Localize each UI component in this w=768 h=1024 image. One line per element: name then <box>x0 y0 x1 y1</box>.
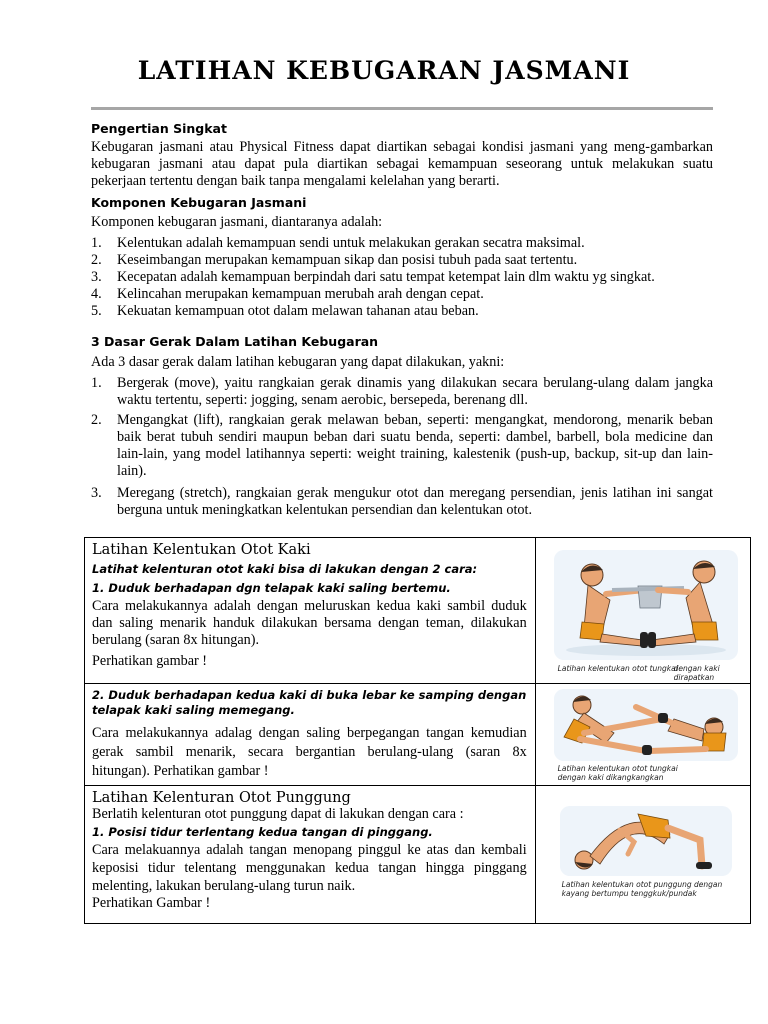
straddle-stretch-illustration <box>554 689 738 761</box>
table-cell-text <box>85 684 536 786</box>
dasar-intro: Ada 3 dasar gerak dalam latihan kebugaran yang dapat dilakukan, yakni: <box>91 354 505 370</box>
kaki-step-2-text: Cara melakukannya adalag dengan saling berpegangan tangan kemudian gerak sambil menarik, secara bergantian berulang-ulang (saran 8x hitungan). Perhatikan gambar ! <box>92 725 527 779</box>
list-item: 2. Mengangkat (lift), rangkaian gerak melawan beban, seperti: mengangkat, mendorong, menarik beban baik berat tubuh sendiri maupun beban dari suatu benda, seperti: dambel, barbell, bola medicine dan lain-lain, yang model latihannya seperti: weight training, kalestenik (push-up, backup, sit-up dan lain-lain). <box>91 412 713 479</box>
list-item: 1. Kelentukan adalah kemampuan sendi untuk melakukan gerakan secatra maksimal. <box>91 235 585 251</box>
kaki-step-1: 1. Duduk berhadapan dgn telapak kaki saling bertemu. <box>92 581 451 595</box>
dasar-heading: 3 Dasar Gerak Dalam Latihan Kebugaran <box>91 334 379 349</box>
table-cell-text <box>85 786 536 924</box>
title-divider <box>91 107 713 110</box>
table-row <box>85 538 751 684</box>
exercise-illustration-1 <box>554 550 732 660</box>
caption-kaki-2: Latihan kelentukan otot tungkai dengan kaki dikangkangkan <box>557 764 678 782</box>
table-cell-text <box>85 538 536 684</box>
punggung-heading: Latihan Kelenturan Otot Punggung <box>92 790 351 806</box>
caption-kaki-1b: dengan kaki dirapatkan <box>673 664 720 682</box>
list-item: 4. Kelincahan merupakan kemampuan merubah arah dengan cepat. <box>91 286 484 302</box>
table-cell-image <box>535 684 750 786</box>
punggung-step-1-text: Cara melakuannya adalah tangan menopang pinggul ke atas dan kembali keposisi tidur telentang menggunakan kedua tangan hingga pinggang melenting, lakukan berulang-ulang turun naik. <box>92 842 527 894</box>
list-item: 3. Kecepatan adalah kemampuan berpindah dari satu tempat ketempat lain dlm waktu yg singkat. <box>91 269 655 285</box>
list-item: 1. Bergerak (move), yaitu rangkaian gerak dinamis yang dilakukan secara berulang-ulang dalam jangka waktu tertentu, seperti: jogging, senam aerobic, bersepeda, berenang dll. <box>91 375 713 408</box>
list-item: 3. Meregang (stretch), rangkaian gerak mengukur otot dan meregang persendian, jenis latihan ini sangat berguna untuk meningkatkan kelentukan persendian dan kelentukan otot. <box>91 485 713 518</box>
komponen-list <box>91 235 713 320</box>
page-title: LATIHAN KEBUGARAN JASMANI <box>137 56 631 85</box>
punggung-intro: Berlatih kelenturan otot punggung dapat di lakukan dengan cara : <box>92 806 464 822</box>
table-row <box>85 684 751 786</box>
exercise-illustration-3 <box>560 806 726 876</box>
back-bridge-illustration <box>560 806 732 876</box>
dasar-list <box>91 375 713 519</box>
pengertian-heading: Pengertian Singkat <box>91 121 227 136</box>
seated-leg-stretch-illustration <box>554 550 738 660</box>
kaki-subheading: Latihat kelenturan otot kaki bisa di lakukan dengan 2 cara: <box>92 562 478 576</box>
list-item: 5. Kekuatan kemampuan otot dalam melawan tahanan atau beban. <box>91 303 479 319</box>
caption-punggung: Latihan kelentukan otot punggung dengan kayang bertumpu tenggkuk/pundak <box>561 880 723 898</box>
exercise-table <box>84 537 751 924</box>
table-cell-image <box>535 786 750 924</box>
table-cell-image <box>535 538 750 684</box>
kaki-step-1-text: Cara melakukannya adalah dengan meluruskan kedua kaki sambil duduk dan saling menarik handuk dilakukan bersama dengan teman, dilakukan berulang (saran 8x hitungan). <box>92 598 527 648</box>
komponen-intro: Komponen kebugaran jasmani, diantaranya adalah: <box>91 214 383 230</box>
caption-kaki-1a: Latihan kelentukan otot tungkai <box>557 664 678 673</box>
exercise-illustration-2 <box>554 689 732 761</box>
kaki-step-2: 2. Duduk berhadapan kedua kaki di buka lebar ke samping dengan telapak kaki saling memegang. <box>92 688 527 717</box>
list-item: 2. Keseimbangan merupakan kemampuan sikap dan posisi tubuh pada saat tertentu. <box>91 252 578 268</box>
table-row <box>85 786 751 924</box>
punggung-step-1-note: Perhatikan Gambar ! <box>92 895 211 911</box>
punggung-step-1: 1. Posisi tidur terlentang kedua tangan di pinggang. <box>92 825 433 839</box>
pengertian-text: Kebugaran jasmani atau Physical Fitness dapat diartikan sebagai kondisi jasmani yang meng-gambarkan kebugaran jasmani atau dapat pula diartikan sebagai kemampuan seseorang untuk melakukan suatu pekerjaan tertentu dengan baik tanpa mengalami kelelahan yang berarti. <box>91 139 713 189</box>
komponen-heading: Komponen Kebugaran Jasmani <box>91 195 307 210</box>
kaki-heading: Latihan Kelentukan Otot Kaki <box>92 542 311 558</box>
kaki-step-1-note: Perhatikan gambar ! <box>92 653 208 669</box>
